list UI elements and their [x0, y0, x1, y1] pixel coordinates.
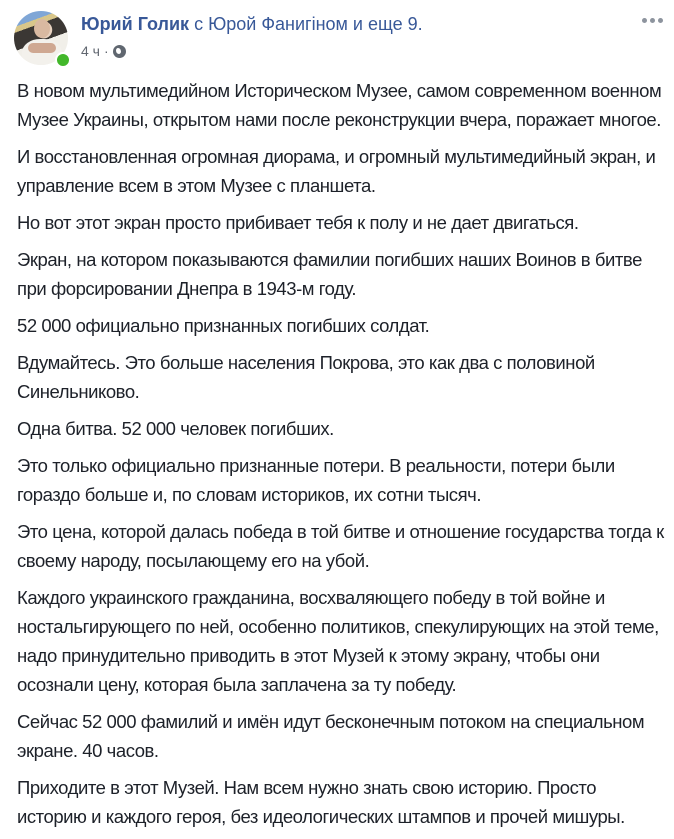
post-meta	[81, 41, 126, 61]
post-header	[0, 0, 674, 70]
avatar-face	[34, 19, 50, 38]
post-paragraph: Это цена, которой далась победа в той битве и отношение государства тогда к своему народу, посылающему его на убой.	[17, 521, 664, 571]
more-options-icon-dot	[658, 18, 663, 23]
more-options-icon-dot	[650, 18, 655, 23]
post-paragraph: Каждого украинского гражданина, восхваляющего победу в той войне и ностальгирующего по ней, особенно политиков, спекулирующих на этой теме, надо принудительно приводить в этот Музей к этому экрану, чтобы они осознали цену, которая была заплачена за ту победу.	[17, 587, 659, 695]
post-paragraph: Но вот этот экран просто прибивает тебя к полу и не дает двигаться.	[17, 212, 579, 233]
author-name-link[interactable]: Юрий Голик	[81, 14, 190, 34]
more-options-button[interactable]	[640, 14, 665, 27]
more-options-icon	[642, 18, 647, 23]
post-paragraph: Сейчас 52 000 фамилий и имён идут бесконечным потоком на специальном экране. 40 часов.	[17, 711, 645, 761]
tagged-people-link[interactable]: с Юрой Фанигіном и еще 9.	[194, 14, 423, 34]
post-body	[17, 76, 667, 839]
post-paragraph: В новом мультимедийном Историческом Музее, самом современном военном Музее Украины, открытом нами после реконструкции вчера, поражает многое.	[17, 80, 662, 130]
meta-separator: ·	[103, 43, 109, 59]
post-title-line	[81, 12, 423, 36]
post-paragraph: И восстановленная огромная диорама, и огромный мультимедийный экран, и управление всем в этом Музее с планшета.	[17, 146, 656, 196]
avatar-hands	[28, 43, 56, 53]
post-paragraph: 52 000 официально признанных погибших солдат.	[17, 315, 430, 336]
post-paragraph: Одна битва. 52 000 человек погибших.	[17, 418, 334, 439]
globe-icon[interactable]	[113, 45, 126, 58]
online-status-icon	[55, 52, 71, 68]
post-paragraph: Это только официально признанные потери. В реальности, потери были гораздо больше и, по словам историков, их сотни тысяч.	[17, 455, 615, 505]
post-paragraph: Приходите в этот Музей. Нам всем нужно знать свою историю. Просто историю и каждого героя, без идеологических штампов и прочей мишуры.	[17, 777, 625, 827]
post-timestamp-link[interactable]: 4 ч	[81, 43, 100, 59]
post-paragraph: Экран, на котором показываются фамилии погибших наших Воинов в битве при форсировании Днепра в 1943-м году.	[17, 249, 642, 299]
post-paragraph: Вдумайтесь. Это больше населения Покрова, это как два с половиной Синельниково.	[17, 352, 595, 402]
